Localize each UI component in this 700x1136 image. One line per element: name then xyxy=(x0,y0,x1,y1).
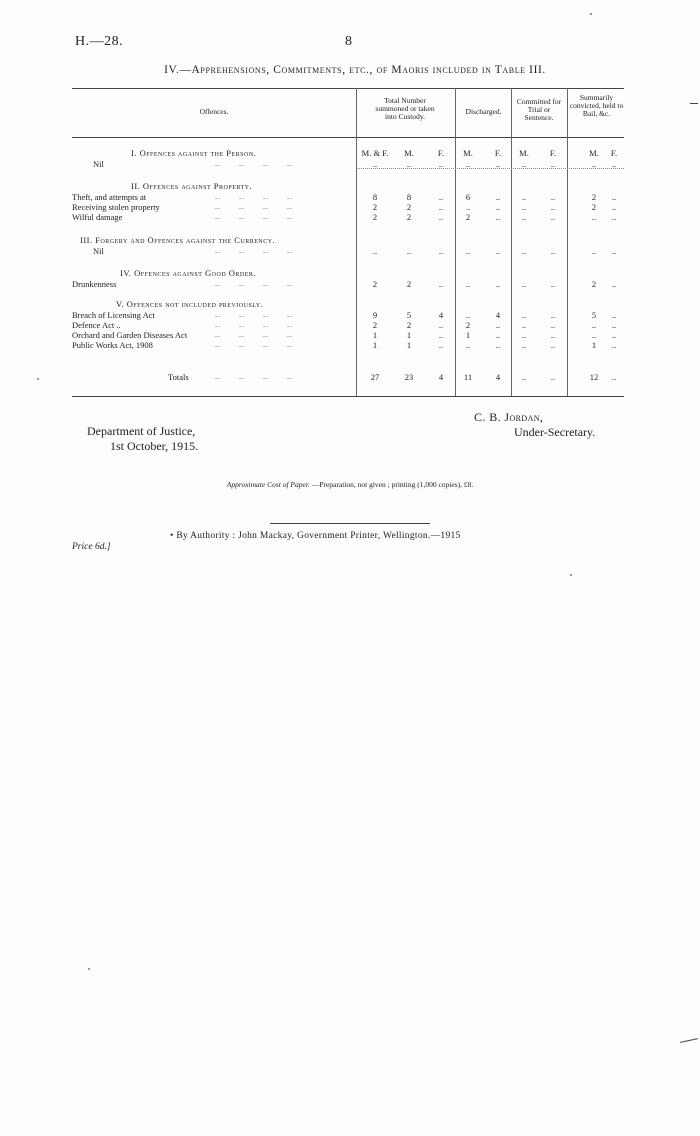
data-cell: .. xyxy=(611,310,617,320)
data-cell: .. xyxy=(465,340,471,350)
section-heading: II. Offences against Property. xyxy=(131,181,253,191)
data-cell: .. xyxy=(438,330,444,340)
leader-dots: .. .. .. .. xyxy=(215,310,293,319)
department-name: Department of Justice, xyxy=(87,424,196,438)
data-cell: .. xyxy=(495,340,501,350)
totals-cell: 4 xyxy=(438,372,444,382)
data-cell: 2 xyxy=(591,279,597,289)
cost-label: Approximate Cost of Paper. xyxy=(226,480,310,489)
totals-cell: 27 xyxy=(370,372,380,382)
data-cell: .. xyxy=(611,159,617,169)
data-cell: .. xyxy=(550,340,556,350)
data-cell: .. xyxy=(521,202,527,212)
data-cell: .. xyxy=(550,202,556,212)
leader-dots: .. .. .. .. xyxy=(215,202,293,211)
data-cell: .. xyxy=(591,212,597,222)
data-cell: .. xyxy=(438,246,444,256)
data-cell: 1 xyxy=(372,330,378,340)
leader-dots: .. .. .. .. xyxy=(215,320,293,329)
data-cell: 8 xyxy=(406,192,412,202)
data-cell: 4 xyxy=(495,310,501,320)
totals-cell: .. xyxy=(611,372,617,382)
data-cell: 2 xyxy=(591,202,597,212)
data-cell: 2 xyxy=(372,279,378,289)
row-label: Defence Act .. xyxy=(72,320,121,330)
header-total: Total Number summoned or taken into Custody. xyxy=(375,96,435,121)
leader-dots: .. .. .. .. xyxy=(215,279,293,288)
subheader-cell: M. xyxy=(463,148,473,158)
data-cell: .. xyxy=(550,159,556,169)
row-label: Drunkenness xyxy=(72,279,117,289)
subheader-cell: M. xyxy=(519,148,529,158)
leader-dots: .. .. .. .. xyxy=(215,212,293,221)
page-speck xyxy=(37,378,39,380)
cost-note xyxy=(0,480,700,489)
header-offences: Offences. xyxy=(199,107,229,116)
cost-text: —Preparation, not given ; printing (1,000 copies), £8. xyxy=(311,480,474,489)
data-cell: .. xyxy=(550,212,556,222)
data-cell: 2 xyxy=(465,212,471,222)
data-cell: .. xyxy=(465,246,471,256)
data-cell: .. xyxy=(495,246,501,256)
data-cell: 4 xyxy=(438,310,444,320)
data-cell: .. xyxy=(611,320,617,330)
data-cell: .. xyxy=(521,320,527,330)
page-speck xyxy=(590,13,592,15)
subheader-cell: M. xyxy=(589,148,599,158)
data-cell: .. xyxy=(438,202,444,212)
totals-cell: .. xyxy=(521,372,527,382)
data-cell: .. xyxy=(611,246,617,256)
data-cell: .. xyxy=(438,212,444,222)
signatory-title: Under-Secretary. xyxy=(514,425,596,439)
section-heading: V. Offences not included previously. xyxy=(116,299,264,309)
data-cell: .. xyxy=(521,340,527,350)
data-cell: 2 xyxy=(372,202,378,212)
header-committed: Committed for Trial or Sentence. xyxy=(516,97,562,122)
data-cell: .. xyxy=(521,159,527,169)
table-title-text: IV.—Apprehensions, Commitments, etc., of Maoris included in Table III. xyxy=(164,64,546,76)
data-cell: .. xyxy=(591,159,597,169)
leader-dots: .. .. .. .. xyxy=(215,330,293,339)
data-cell: 1 xyxy=(406,330,412,340)
page-number: 8 xyxy=(345,34,352,49)
row-label: Public Works Act, 1908 xyxy=(72,340,153,350)
totals-cell: 12 xyxy=(589,372,599,382)
totals-cell: 23 xyxy=(404,372,414,382)
data-cell: 2 xyxy=(406,279,412,289)
row-label: Receiving stolen property xyxy=(72,202,160,212)
page-speck xyxy=(88,968,90,970)
section-heading: III. Forgery and Offences against the Currency. xyxy=(80,235,276,245)
data-cell: .. xyxy=(611,340,617,350)
price: Price 6d.] xyxy=(72,542,111,552)
table-bottom-rule xyxy=(72,396,624,397)
data-cell: .. xyxy=(521,310,527,320)
table-top-rule xyxy=(72,88,624,89)
page-mark xyxy=(690,103,698,104)
data-cell: .. xyxy=(438,159,444,169)
data-cell: .. xyxy=(495,159,501,169)
leader-dots: .. .. .. .. xyxy=(215,159,293,168)
data-cell: .. xyxy=(550,320,556,330)
data-cell: .. xyxy=(438,279,444,289)
data-cell: .. xyxy=(495,279,501,289)
data-cell: 1 xyxy=(465,330,471,340)
data-cell: 1 xyxy=(591,340,597,350)
data-cell: .. xyxy=(611,212,617,222)
page-speck xyxy=(570,574,572,576)
row-label: Breach of Licensing Act xyxy=(72,310,155,320)
data-cell: .. xyxy=(611,192,617,202)
data-cell: .. xyxy=(521,246,527,256)
data-cell: .. xyxy=(521,330,527,340)
totals-cell: .. xyxy=(550,372,556,382)
leader-dots: .. .. .. .. xyxy=(215,192,293,201)
data-cell: 1 xyxy=(372,340,378,350)
header-discharged: Discharged. xyxy=(465,107,502,116)
data-cell: .. xyxy=(372,246,378,256)
printer-authority: • By Authority : John Mackay, Government Printer, Wellington.—1915 xyxy=(170,531,461,541)
data-cell: 2 xyxy=(372,320,378,330)
data-cell: 2 xyxy=(465,320,471,330)
data-cell: .. xyxy=(550,246,556,256)
row-label: Theft, and attempts at xyxy=(72,192,147,202)
department-block xyxy=(87,424,198,454)
footer-rule xyxy=(270,523,430,524)
data-cell: 2 xyxy=(406,212,412,222)
data-cell: .. xyxy=(611,279,617,289)
data-cell: .. xyxy=(465,279,471,289)
leader-dots: .. .. .. .. xyxy=(215,340,293,349)
subheader-cell: M. xyxy=(404,148,414,158)
data-cell: .. xyxy=(465,159,471,169)
data-cell: .. xyxy=(611,330,617,340)
data-cell: .. xyxy=(372,159,378,169)
data-cell: .. xyxy=(495,202,501,212)
row-label: Orchard and Garden Diseases Act xyxy=(72,330,188,340)
document-reference: H.—28. xyxy=(75,34,124,49)
totals-cell: 4 xyxy=(495,372,501,382)
data-cell: .. xyxy=(406,159,412,169)
data-cell: .. xyxy=(465,202,471,212)
totals-cell: 11 xyxy=(463,372,473,382)
page-mark xyxy=(680,1038,698,1043)
row-label: Nil xyxy=(93,159,104,169)
data-cell: .. xyxy=(521,212,527,222)
data-cell: 5 xyxy=(591,310,597,320)
data-cell: .. xyxy=(495,212,501,222)
table-title xyxy=(0,64,700,76)
data-cell: .. xyxy=(550,310,556,320)
subheader-cell: F. xyxy=(610,148,618,158)
column-divider xyxy=(356,88,357,396)
row-label: Nil xyxy=(93,246,104,256)
data-cell: 5 xyxy=(406,310,412,320)
data-cell: .. xyxy=(438,340,444,350)
data-cell: 1 xyxy=(406,340,412,350)
signature-block xyxy=(474,410,595,440)
data-cell: .. xyxy=(495,330,501,340)
data-cell: 9 xyxy=(372,310,378,320)
data-cell: .. xyxy=(591,330,597,340)
data-cell: .. xyxy=(465,310,471,320)
subheader-rule xyxy=(356,168,624,169)
section-heading: I. Offences against the Person. xyxy=(131,148,257,158)
data-cell: .. xyxy=(550,330,556,340)
data-cell: .. xyxy=(591,246,597,256)
data-cell: .. xyxy=(591,320,597,330)
data-cell: .. xyxy=(438,320,444,330)
header-bottom-rule xyxy=(72,137,624,138)
data-cell: .. xyxy=(406,246,412,256)
row-label: Wilful damage xyxy=(72,212,123,222)
data-cell: 2 xyxy=(406,320,412,330)
data-cell: 6 xyxy=(465,192,471,202)
subheader-cell: M. & F. xyxy=(361,148,389,158)
data-cell: .. xyxy=(550,192,556,202)
subheader-cell: F. xyxy=(437,148,445,158)
subheader-cell: F. xyxy=(494,148,502,158)
subheader-cell: F. xyxy=(549,148,557,158)
data-cell: 2 xyxy=(372,212,378,222)
department-date: 1st October, 1915. xyxy=(110,439,199,453)
data-cell: .. xyxy=(438,192,444,202)
header-summarily: Summarily convicted, held to Bail, &c. xyxy=(569,93,624,118)
authority-text: By Authority : John Mackay, Government Printer, Wellington.—1915 xyxy=(176,531,461,541)
data-cell: .. xyxy=(495,320,501,330)
data-cell: .. xyxy=(495,192,501,202)
data-cell: .. xyxy=(611,202,617,212)
data-cell: 8 xyxy=(372,192,378,202)
data-cell: .. xyxy=(550,279,556,289)
leader-dots: .. .. .. .. xyxy=(215,372,293,381)
data-cell: .. xyxy=(521,279,527,289)
section-heading: IV. Offences against Good Order. xyxy=(120,268,257,278)
totals-label: Totals xyxy=(168,372,189,382)
signatory-name: C. B. Jordan, xyxy=(474,410,544,424)
data-cell: .. xyxy=(521,192,527,202)
data-cell: 2 xyxy=(406,202,412,212)
leader-dots: .. .. .. .. xyxy=(215,246,293,255)
data-cell: 2 xyxy=(591,192,597,202)
